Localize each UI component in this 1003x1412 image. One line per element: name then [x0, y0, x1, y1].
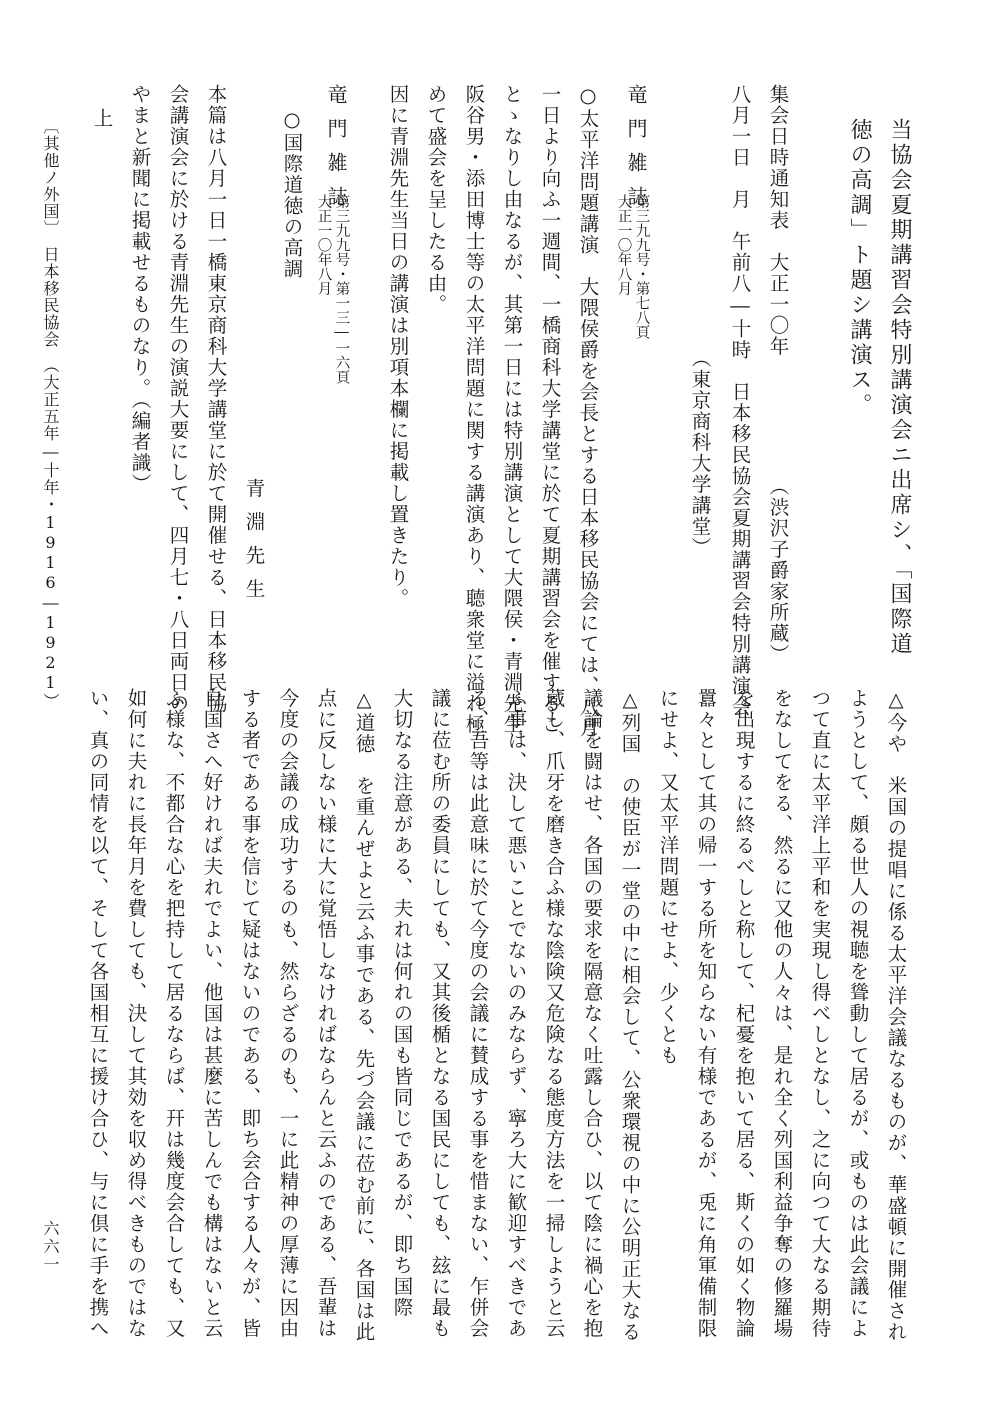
notice-table-entry: 八月一日 月 午前八―十時 日本移民協会夏期講習会特別講演会	[728, 84, 752, 718]
source-heading-2: 竜門雑誌	[324, 84, 348, 220]
editor-note-line-2: 会講演会に於ける青淵先生の演説大要にして、四月七・八日両日の	[166, 84, 190, 714]
article-1-line-4: 阪谷男・添田博士等の太平洋問題に関する講演あり、聴衆堂に溢れ極	[462, 84, 486, 735]
article-1-line-2: 一日より向ふ一週間、一橋商科大学講堂に於て夏期講習会を催するこ	[538, 84, 562, 735]
source-heading-1: 竜門雑誌	[624, 84, 648, 220]
body-line: 今度の会議の成功するのも、然らざるのも、一に此精神の厚薄に因由	[276, 688, 300, 1339]
article-1-line-6: 因に青淵先生当日の講演は別項本欄に掲載し置きたり。	[386, 84, 410, 609]
source-ref-1b: 大正一〇年八月	[615, 194, 632, 296]
body-line: る、吾等は此意味に於て今度の会議に賛成する事を惜まない、乍併会	[466, 688, 490, 1339]
editor-note-line-3: やまと新聞に掲載せるものなり。（編者識）	[128, 84, 152, 495]
article-1-line-5: めて盛会を呈したる由。	[424, 84, 448, 315]
part-marker: 上	[90, 108, 114, 129]
speech-author: 青淵先生	[242, 478, 266, 612]
source-ref-1a: 第三九九号・第七八頁	[633, 194, 650, 339]
body-line: を出現するに終るべしと称して、杞憂を抱いて居る、斯くの如く物論	[732, 688, 756, 1339]
body-line: 蔵し、爪牙を磨き合ふ様な陰険又危険なる態度方法を一掃しようと云	[542, 688, 566, 1339]
body-line: 囂々として其の帰一する所を知らない有様であるが、兎に角軍備制限	[694, 688, 718, 1339]
notice-table-venue: （東京商科大学講堂）	[688, 348, 712, 558]
entry-title-line-1: 当協会夏期講習会特別講演会ニ出席シ、「国際道	[887, 118, 912, 657]
body-line: 議論を闘はせ、各国の要求を隔意なく吐露し合ひ、以て陰に禍心を抱	[580, 688, 604, 1339]
page-number: 六六一	[41, 1220, 60, 1274]
body-line: 大切なる注意がある、夫れは何れの国も皆同じであるが、即ち国際	[390, 688, 414, 1318]
editor-note-line-1: 本篇は八月一日一橋東京商科大学講堂に於て開催せる、日本移民協	[204, 84, 228, 714]
body-line: する者である事を信じて疑はないのである、即ち会合する人々が、皆	[238, 688, 262, 1339]
body-line: △列国 の使臣が一堂の中に相会して、公衆環視の中に公明正大なる	[618, 688, 642, 1343]
running-footer: 〔其他ノ外国〕 日本移民協会 （大正五年―十年・1916―1921）	[41, 118, 60, 710]
article-1-line-3: とゝなりし由なるが、其第一日には特別講演として大隈侯・青淵先生	[500, 84, 524, 735]
body-line: ふ事は、決して悪いことでないのみならず、寧ろ大に歓迎すべきであ	[504, 688, 528, 1339]
source-ref-2b: 大正一〇年八月	[315, 194, 332, 296]
body-line: ふ様な、不都合な心を把持して居るならば、幵は幾度会合しても、又	[162, 688, 186, 1339]
body-line: い、真の同情を以て、そして各国相互に援け合ひ、与に倶に手を携へ	[86, 688, 110, 1339]
body-line: ようとして、頗る世人の視聴を聳動して居るが、或ものは此会議によ	[846, 688, 870, 1339]
body-line: にせよ、又太平洋問題にせよ、少くとも	[656, 688, 680, 1066]
body-line: 議に莅む所の委員にしても、又其後楯となる国民にしても、玆に最も	[428, 688, 452, 1339]
entry-title-line-2: 徳の高調」ト題シ講演ス。	[847, 118, 872, 418]
body-line: △今や 米国の提唱に係る太平洋会議なるものが、華盛頓に開催され	[884, 688, 908, 1343]
source-ref-2a: 第三九九号・第一三―一六頁	[333, 194, 350, 384]
article-1-line-1: ○太平洋問題講演 大隈侯爵を会長とする日本移民協会にては、八月	[576, 84, 600, 739]
speech-title: ○国際道徳の高調	[280, 108, 304, 280]
body-line: 如何に夫れに長年月を費しても、決して其効を収め得べきものではな	[124, 688, 148, 1339]
body-line: △道徳 を重んぜよと云ふ事である、先づ会議に莅む前に、各国は此	[352, 688, 376, 1343]
notice-table-source: （渋沢子爵家所蔵）	[766, 476, 790, 665]
body-line: をなしてをる、然るに又他の人々は、是れ全く列国利益争奪の修羅場	[770, 688, 794, 1339]
body-line: 自国さへ好ければ夫れでよい、他国は甚麼に苦しんでも構はないと云	[200, 688, 224, 1339]
body-line: 点に反しない様に大に覚悟しなければならんと云ふのである、吾輩は	[314, 688, 338, 1339]
body-line: つて直に太平洋上平和を実現し得べしとなし、之に向つて大なる期待	[808, 688, 832, 1339]
notice-table-title: 集会日時通知表 大正一〇年	[766, 84, 790, 357]
